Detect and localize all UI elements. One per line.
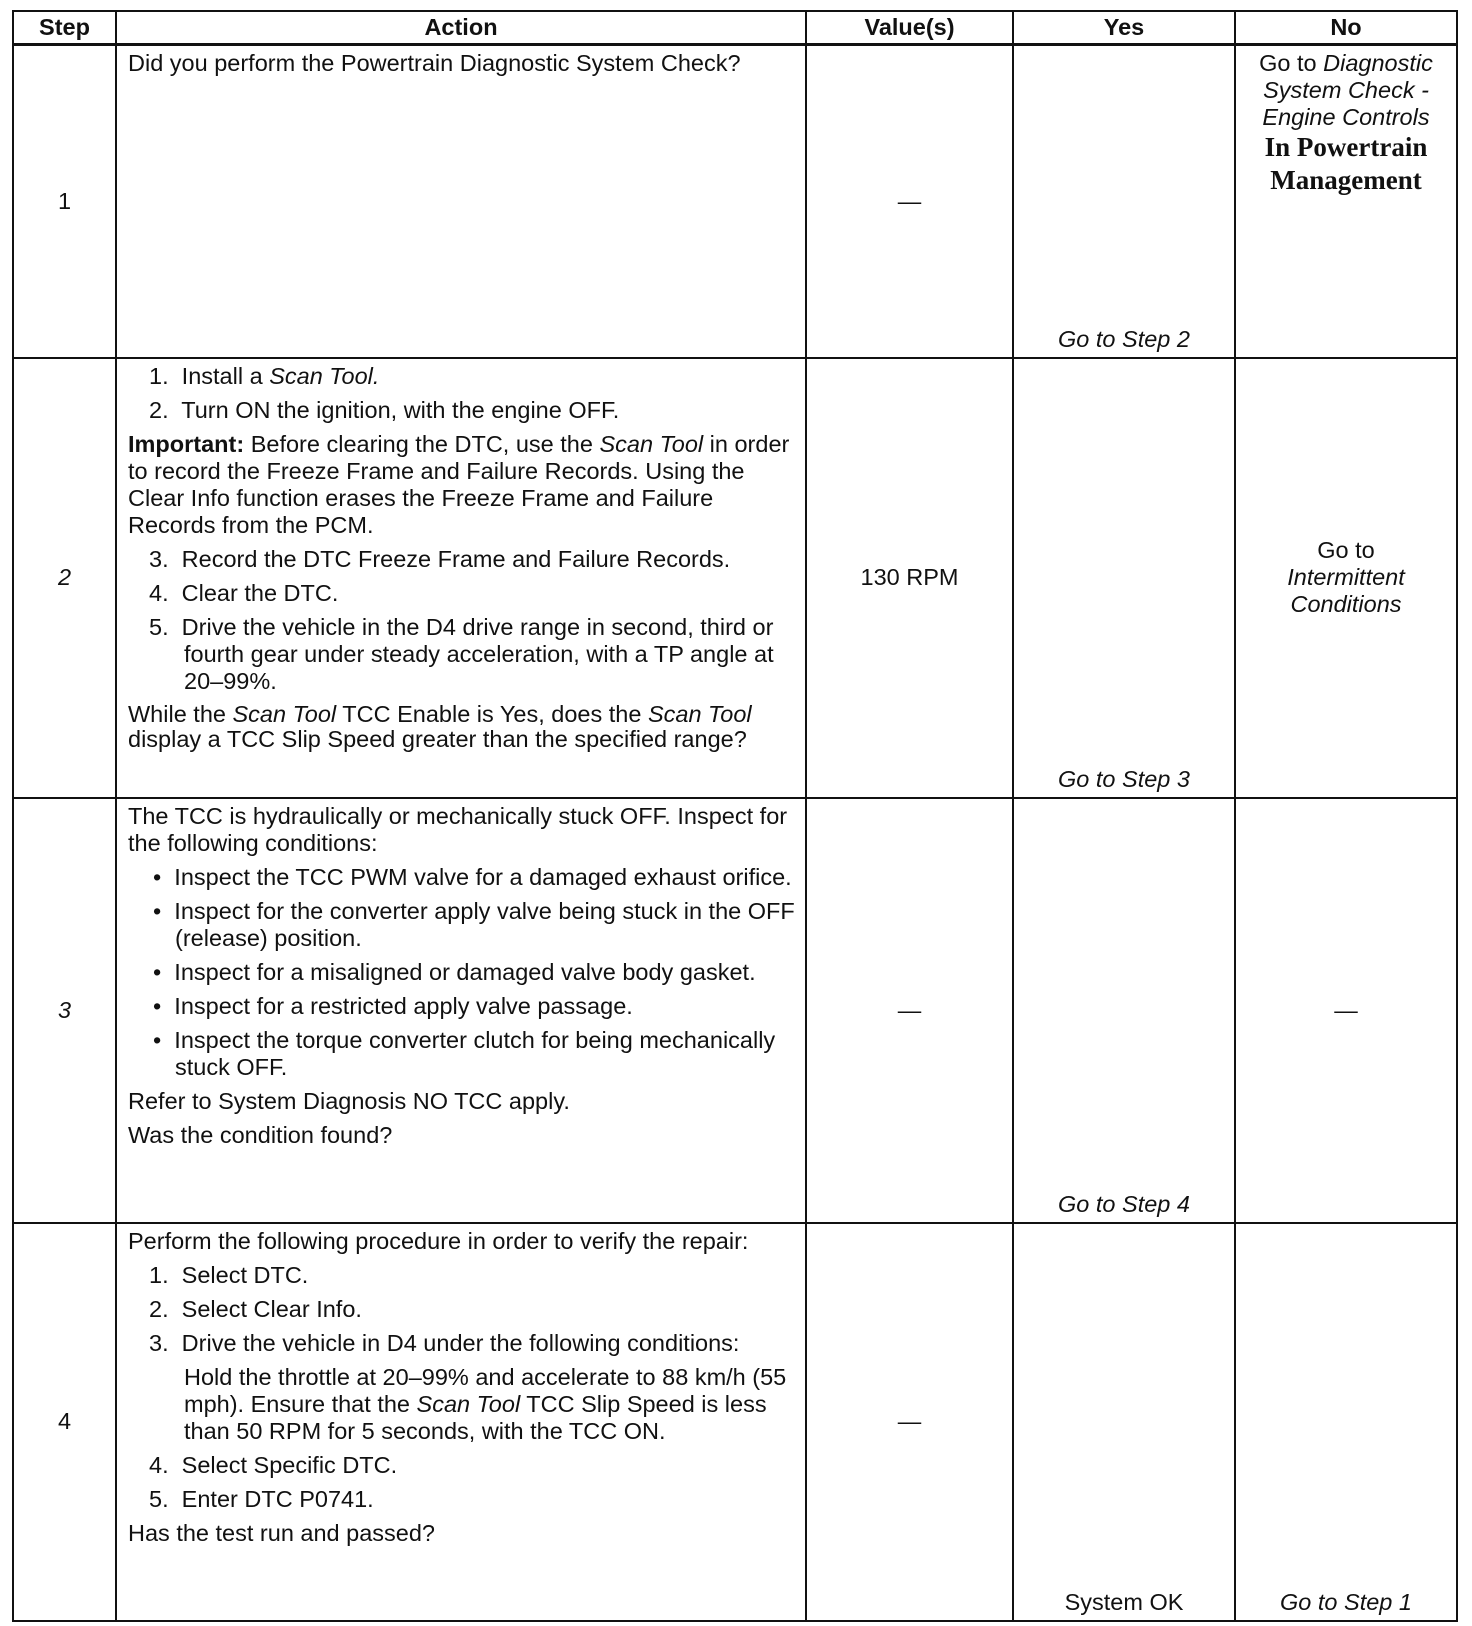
bullet-item: • Inspect for the converter apply valve being stuck in the OFF (release) position. xyxy=(153,897,795,951)
list-item: 1. Install a Scan Tool. xyxy=(149,362,380,389)
value-cell: — xyxy=(806,798,1013,1223)
yes-cell xyxy=(1013,798,1235,1223)
action-intro: The TCC is hydraulically or mechanically stuck OFF. Inspect for the following conditions: xyxy=(128,802,788,856)
step-number-text: 3 xyxy=(57,996,72,1023)
yes-cell xyxy=(1013,45,1235,358)
no-link[interactable]: Go to Step 1 xyxy=(1280,1588,1412,1615)
no-cell xyxy=(1235,358,1457,798)
list-item: 5. Drive the vehicle in the D4 drive range in second, third or fourth gear under steady acceleration, with a TP angle at 20–99%. xyxy=(149,613,774,694)
yes-link[interactable]: Go to Step 3 xyxy=(1058,765,1190,792)
bullet-item: • Inspect for a misaligned or damaged valve body gasket. xyxy=(153,958,756,985)
value-cell: — xyxy=(806,45,1013,358)
bullet-item: • Inspect the TCC PWM valve for a damaged exhaust orifice. xyxy=(153,863,792,890)
list-item: 3. Record the DTC Freeze Frame and Failure Records. xyxy=(149,545,731,572)
action-intro: Perform the following procedure in order to verify the repair: xyxy=(128,1227,749,1254)
header-action: Action xyxy=(116,11,806,45)
step-number xyxy=(13,358,116,798)
table-row xyxy=(13,1223,1457,1621)
table-row xyxy=(13,798,1457,1223)
sub-paragraph: Hold the throttle at 20–99% and accelerate to 88 km/h (55 mph). Ensure that the Scan Tool TCC Slip Speed is less than 50 RPM for 5 seconds, with the TCC ON. xyxy=(184,1363,787,1444)
step-number xyxy=(13,798,116,1223)
table-row xyxy=(13,358,1457,798)
step-number-text: 2 xyxy=(57,564,72,590)
value-cell: — xyxy=(806,1223,1013,1621)
important-note: Important: Before clearing the DTC, use the Scan Tool in order to record the Freeze Frame and Failure Records. Using the Clear Info function erases the Freeze Frame and Failure Records from the PCM. xyxy=(128,430,790,538)
diagnostic-table xyxy=(12,10,1458,1622)
no-cell xyxy=(1235,1223,1457,1621)
yes-link[interactable]: Go to Step 2 xyxy=(1058,325,1190,352)
header-no: No xyxy=(1235,11,1457,45)
bullet-item: • Inspect for a restricted apply valve passage. xyxy=(153,992,633,1019)
header-row xyxy=(13,11,1457,45)
header-yes: Yes xyxy=(1013,11,1235,45)
action-cell xyxy=(116,358,806,798)
yes-cell: System OK xyxy=(1013,1223,1235,1621)
no-cell: — xyxy=(1235,798,1457,1223)
action-question: Has the test run and passed? xyxy=(128,1519,436,1546)
list-item: 5. Enter DTC P0741. xyxy=(149,1485,374,1512)
no-link[interactable]: Diagnostic System Check - Engine Controls xyxy=(1262,50,1433,130)
table-row xyxy=(13,45,1457,358)
action-cell xyxy=(116,45,806,358)
no-link[interactable]: Intermittent Conditions xyxy=(1287,564,1405,617)
action-question: Did you perform the Powertrain Diagnostic System Check? xyxy=(128,50,741,76)
no-prefix: Go to xyxy=(1317,537,1375,563)
list-item: 4. Clear the DTC. xyxy=(149,579,339,606)
step-number: 4 xyxy=(13,1223,116,1621)
header-step: Step xyxy=(13,11,116,45)
list-item: 4. Select Specific DTC. xyxy=(149,1451,398,1478)
action-cell xyxy=(116,1223,806,1621)
step-number: 1 xyxy=(13,45,116,358)
no-prefix: Go to xyxy=(1259,50,1324,76)
bullet-item: • Inspect the torque converter clutch for being mechanically stuck OFF. xyxy=(153,1026,776,1080)
no-suffix: In Powertrain Management xyxy=(1264,132,1428,195)
list-item: 2. Select Clear Info. xyxy=(149,1295,362,1322)
list-item: 1. Select DTC. xyxy=(149,1261,309,1288)
yes-link[interactable]: Go to Step 4 xyxy=(1058,1190,1190,1217)
no-cell xyxy=(1235,45,1457,358)
list-item: 3. Drive the vehicle in D4 under the following conditions: xyxy=(149,1329,740,1356)
yes-cell xyxy=(1013,358,1235,798)
action-question: Was the condition found? xyxy=(128,1121,393,1148)
value-cell: 130 RPM xyxy=(806,358,1013,798)
action-question: While the Scan Tool TCC Enable is Yes, does the Scan Tool display a TCC Slip Speed greater than the specified range? xyxy=(128,700,752,752)
list-item: 2. Turn ON the ignition, with the engine OFF. xyxy=(149,396,620,423)
action-cell xyxy=(116,798,806,1223)
header-values: Value(s) xyxy=(806,11,1013,45)
refer-text: Refer to System Diagnosis NO TCC apply. xyxy=(128,1087,570,1114)
